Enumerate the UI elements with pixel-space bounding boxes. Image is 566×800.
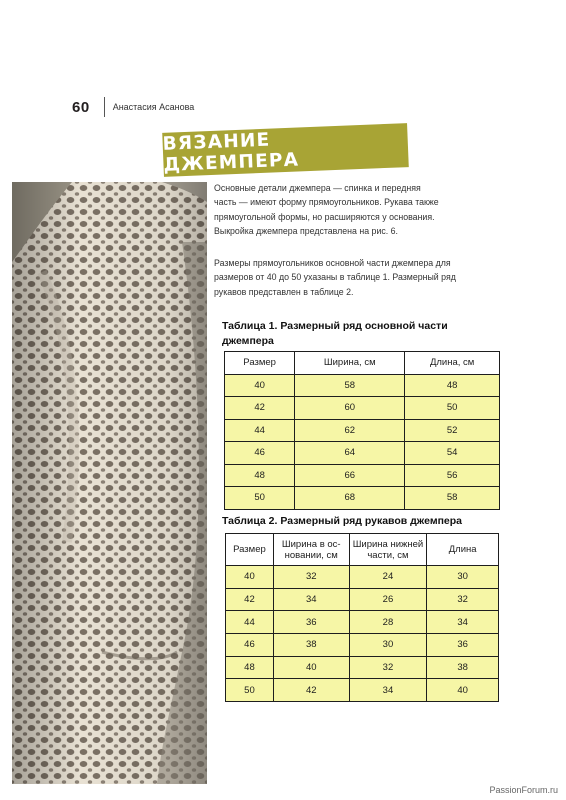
table-cell: 42 xyxy=(225,397,295,420)
table-cell: 34 xyxy=(427,611,499,634)
table-cell: 38 xyxy=(427,656,499,679)
table-cell: 62 xyxy=(295,419,405,442)
watermark: PassionForum.ru xyxy=(489,785,558,795)
table-cell: 34 xyxy=(349,679,427,702)
table-cell: 34 xyxy=(273,588,349,611)
table-cell: 66 xyxy=(295,464,405,487)
table-cell: 32 xyxy=(349,656,427,679)
text-line: Выкройка джемпера представлена на рис. 6. xyxy=(214,226,398,237)
table-cell: 40 xyxy=(273,656,349,679)
table-cell: 40 xyxy=(225,374,295,397)
col-header: Ширина нижней части, см xyxy=(349,534,427,566)
paragraph-intro xyxy=(214,181,514,239)
table-row xyxy=(226,566,499,589)
table-row xyxy=(225,397,500,420)
table-row xyxy=(225,442,500,465)
section-title: ВЯЗАНИЕ ДЖЕМПЕРА xyxy=(162,129,300,176)
table1 xyxy=(224,351,500,510)
table-row xyxy=(225,487,500,510)
table-cell: 50 xyxy=(225,487,295,510)
table-row xyxy=(225,464,500,487)
table-cell: 46 xyxy=(226,634,274,657)
table-cell: 48 xyxy=(225,464,295,487)
table-row xyxy=(226,634,499,657)
table2-caption: Таблица 2. Размерный ряд рукавов джемпера xyxy=(222,515,463,527)
sweater-photo xyxy=(12,182,207,784)
table-cell: 42 xyxy=(273,679,349,702)
table-cell: 54 xyxy=(405,442,500,465)
table-header-row xyxy=(225,352,500,375)
table-cell: 46 xyxy=(225,442,295,465)
header-divider xyxy=(104,97,105,117)
paragraph-sizes xyxy=(214,256,514,299)
page-number: 60 xyxy=(72,98,90,116)
table-cell: 36 xyxy=(427,634,499,657)
col-header: Ширина, см xyxy=(295,352,405,375)
table-row xyxy=(226,656,499,679)
table-cell: 58 xyxy=(405,487,500,510)
table2 xyxy=(225,533,499,702)
table-cell: 48 xyxy=(226,656,274,679)
table-cell: 38 xyxy=(273,634,349,657)
author-name: Анастасия Асанова xyxy=(112,102,195,112)
table-cell: 40 xyxy=(226,566,274,589)
text-line: часть — имеют форму прямоугольников. Рукава также xyxy=(214,197,439,208)
text-line: Размеры прямоугольников основной части джемпера для xyxy=(214,258,451,268)
table-cell: 42 xyxy=(226,588,274,611)
page-header xyxy=(72,96,194,118)
title-banner xyxy=(162,123,409,177)
col-header: Длина, см xyxy=(405,352,500,375)
table-cell: 50 xyxy=(226,679,274,702)
table-cell: 58 xyxy=(295,374,405,397)
text-line: размеров от 40 до 50 ухазаны в таблице 1. Размерный ряд xyxy=(214,272,456,283)
table-row xyxy=(226,679,499,702)
col-header: Длина xyxy=(427,534,499,566)
table-row xyxy=(226,611,499,634)
col-header: Размер xyxy=(226,534,274,566)
text-line: прямоугольной формы, но расширяются у основания. xyxy=(214,211,435,222)
table-cell: 32 xyxy=(273,566,349,589)
table-cell: 50 xyxy=(405,397,500,420)
text-line: рукавов представлен в таблице 2. xyxy=(214,286,354,297)
table-cell: 32 xyxy=(427,588,499,611)
table-cell: 36 xyxy=(273,611,349,634)
table-row xyxy=(225,419,500,442)
table-cell: 64 xyxy=(295,442,405,465)
table-cell: 68 xyxy=(295,487,405,510)
table-row xyxy=(225,374,500,397)
table-cell: 52 xyxy=(405,419,500,442)
table-cell: 44 xyxy=(226,611,274,634)
text-line: Основные детали джемпера — спинка и передняя xyxy=(214,183,421,193)
table-cell: 40 xyxy=(427,679,499,702)
table-cell: 44 xyxy=(225,419,295,442)
table-cell: 48 xyxy=(405,374,500,397)
table-row xyxy=(226,588,499,611)
table-cell: 30 xyxy=(427,566,499,589)
table-cell: 56 xyxy=(405,464,500,487)
table-cell: 26 xyxy=(349,588,427,611)
table-header-row xyxy=(226,534,499,566)
table1-caption: Таблица 1. Размерный ряд основной части джемпера xyxy=(222,320,448,347)
table-cell: 60 xyxy=(295,397,405,420)
table-cell: 30 xyxy=(349,634,427,657)
table-cell: 24 xyxy=(349,566,427,589)
col-header: Ширина в ос- новании, см xyxy=(273,534,349,566)
col-header: Размер xyxy=(225,352,295,375)
table-cell: 28 xyxy=(349,611,427,634)
